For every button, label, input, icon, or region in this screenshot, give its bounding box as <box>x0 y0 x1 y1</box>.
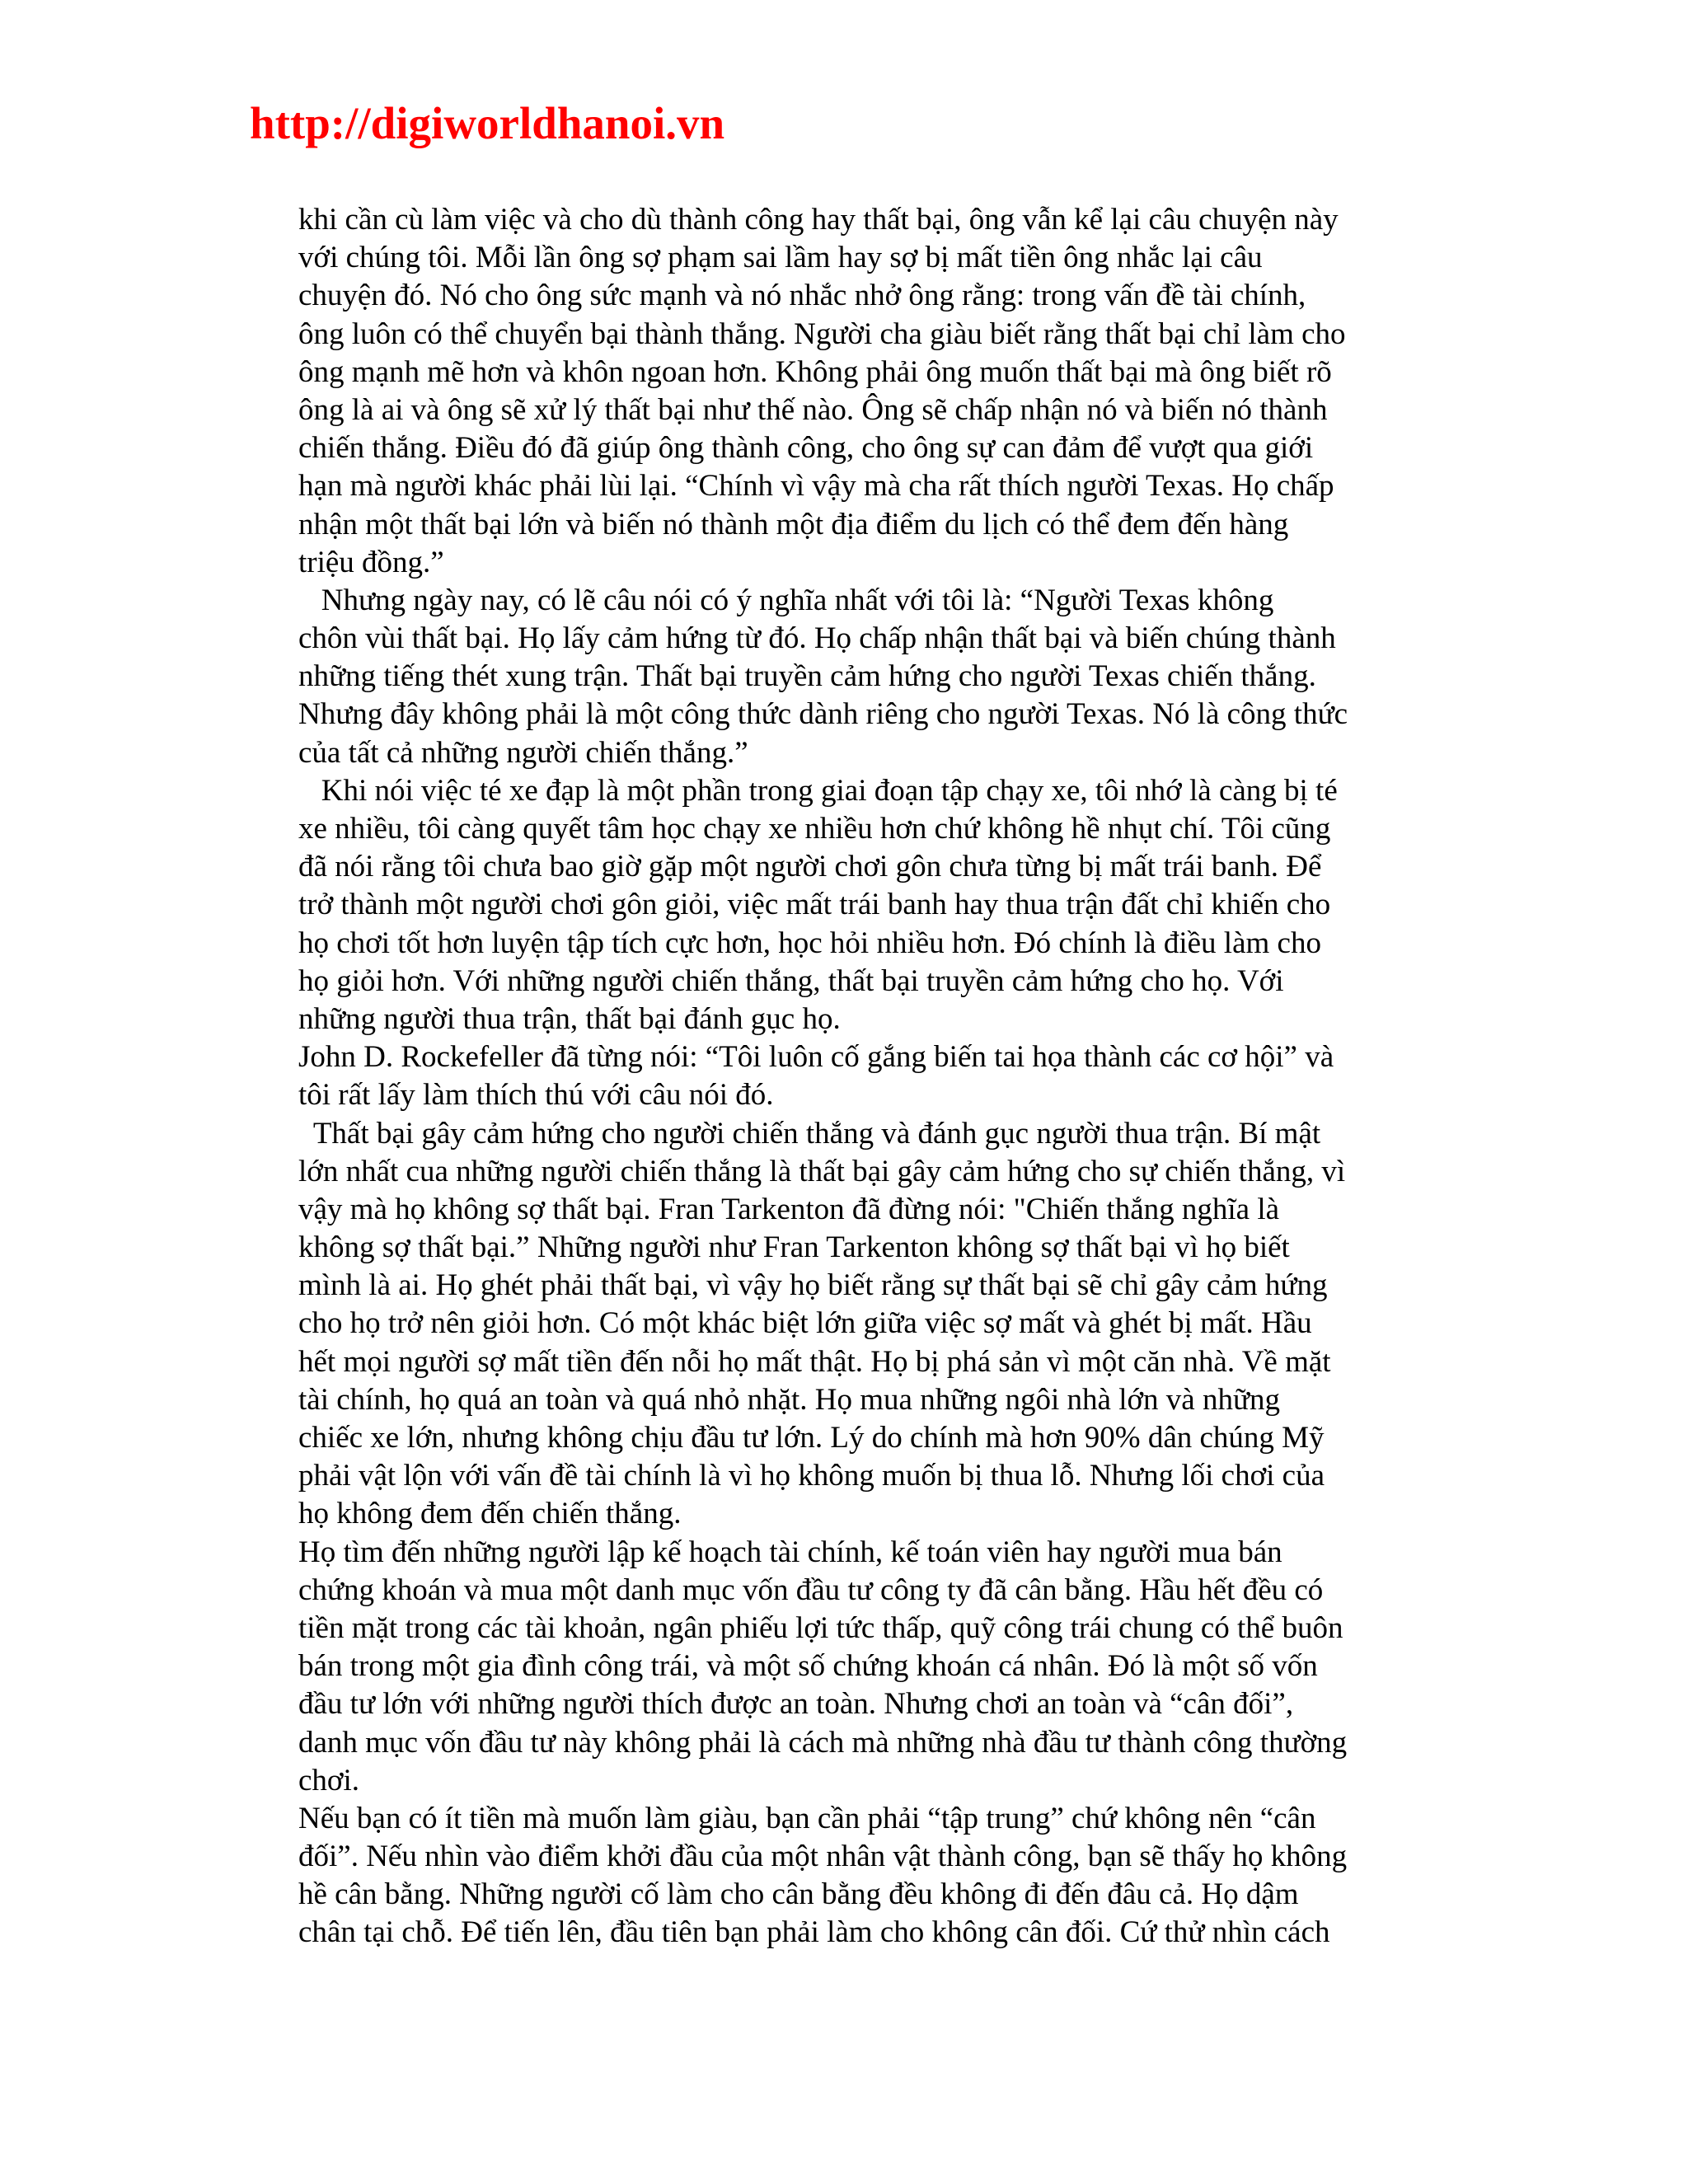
text-line: John D. Rockefeller đã từng nói: “Tôi luôn cố gắng biến tai họa thành các cơ hội” và <box>298 1040 1334 1075</box>
text-line: hề cân bằng. Những người cố làm cho cân bằng đều không đi đến đâu cả. Họ dậm <box>298 1877 1299 1912</box>
text-line: ông mạnh mẽ hơn và khôn ngoan hơn. Không phải ông muốn thất bại mà ông biết rõ <box>298 354 1332 389</box>
text-line: hạn mà người khác phải lùi lại. “Chính vì vậy mà cha rất thích người Texas. Họ chấp <box>298 469 1334 504</box>
text-line: chôn vùi thất bại. Họ lấy cảm hứng từ đó. Họ chấp nhận thất bại và biến chúng thành <box>298 621 1336 656</box>
text-line: phải vật lộn với vấn đề tài chính là vì họ không muốn bị thua lỗ. Nhưng lối chơi của <box>298 1459 1325 1493</box>
text-line: Nhưng ngày nay, có lẽ câu nói có ý nghĩa nhất với tôi là: “Người Texas không <box>298 583 1274 617</box>
text-line: chiến thắng. Điều đó đã giúp ông thành công, cho ông sự can đảm để vượt qua giới <box>298 431 1314 466</box>
text-line: chuyện đó. Nó cho ông sức mạnh và nó nhắc nhở ông rằng: trong vấn đề tài chính, <box>298 279 1306 313</box>
text-line: họ không đem đến chiến thắng. <box>298 1497 682 1531</box>
text-line: Thất bại gây cảm hứng cho người chiến thắng và đánh gục người thua trận. Bí mật <box>298 1116 1321 1151</box>
text-line: Khi nói việc té xe đạp là một phần trong giai đoạn tập chạy xe, tôi nhớ là càng bị té <box>298 773 1338 808</box>
text-line: trở thành một người chơi gôn giỏi, việc mất trái banh hay thua trận đất chỉ khiến cho <box>298 888 1331 922</box>
text-line: những tiếng thét xung trận. Thất bại truyền cảm hứng cho người Texas chiến thắng. <box>298 659 1316 694</box>
text-line: vậy mà họ không sợ thất bại. Fran Tarkenton đã đừng nói: "Chiến thắng nghĩa là <box>298 1192 1280 1226</box>
text-line: không sợ thất bại.” Những người như Fran Tarkenton không sợ thất bại vì họ biết <box>298 1230 1290 1265</box>
text-line: đã nói rằng tôi chưa bao giờ gặp một người chơi gôn chưa từng bị mất trái banh. Để <box>298 850 1322 884</box>
text-line: nhận một thất bại lớn và biến nó thành một địa điểm du lịch có thể đem đến hàng <box>298 507 1289 541</box>
text-line: đầu tư lớn với những người thích được an toàn. Nhưng chơi an toàn và “cân đối”, <box>298 1687 1294 1722</box>
text-line: bán trong một gia đình công trái, và một số chứng khoán cá nhân. Đó là một số vốn <box>298 1649 1318 1684</box>
text-line: Nếu bạn có ít tiền mà muốn làm giàu, bạn cần phải “tập trung” chứ không nên “cân <box>298 1801 1316 1835</box>
body-text <box>298 201 1452 1952</box>
text-line: Nhưng đây không phải là một công thức dành riêng cho người Texas. Nó là công thức <box>298 697 1348 732</box>
text-line: họ chơi tốt hơn luyện tập tích cực hơn, học hỏi nhiều hơn. Đó chính là điều làm cho <box>298 926 1321 960</box>
text-line: cho họ trở nên giỏi hơn. Có một khác biệt lớn giữa việc sợ mất và ghét bị mất. Hầu <box>298 1306 1312 1341</box>
text-line: khi cần cù làm việc và cho dù thành công hay thất bại, ông vẫn kể lại câu chuyện này <box>298 203 1339 237</box>
text-line: chứng khoán và mua một danh mục vốn đầu tư công ty đã cân bằng. Hầu hết đều có <box>298 1572 1324 1607</box>
text-line: Họ tìm đến những người lập kế hoạch tài chính, kế toán viên hay người mua bán <box>298 1535 1282 1569</box>
text-line: danh mục vốn đầu tư này không phải là cách mà những nhà đầu tư thành công thường <box>298 1725 1348 1760</box>
text-line: tôi rất lấy làm thích thú với câu nói đó. <box>298 1078 774 1113</box>
text-line: tài chính, họ quá an toàn và quá nhỏ nhặt. Họ mua những ngôi nhà lớn và những <box>298 1382 1281 1417</box>
site-url-header[interactable]: http://digiworldhanoi.vn <box>250 98 725 148</box>
text-line: triệu đồng.” <box>298 545 444 579</box>
text-line: những người thua trận, thất bại đánh gục họ. <box>298 1001 841 1036</box>
text-line: với chúng tôi. Mỗi lần ông sợ phạm sai lầm hay sợ bị mất tiền ông nhắc lại câu <box>298 241 1263 275</box>
text-line: ông luôn có thể chuyển bại thành thắng. Người cha giàu biết rằng thất bại chỉ làm cho <box>298 316 1346 351</box>
text-line: hết mọi người sợ mất tiền đến nỗi họ mất thật. Họ bị phá sản vì một căn nhà. Về mặt <box>298 1344 1331 1379</box>
text-line: chiếc xe lớn, nhưng không chịu đầu tư lớn. Lý do chính mà hơn 90% dân chúng Mỹ <box>298 1421 1325 1455</box>
text-line: xe nhiều, tôi càng quyết tâm học chạy xe nhiều hơn chứ không hề nhụt chí. Tôi cũng <box>298 812 1331 846</box>
text-line: lớn nhất cua những người chiến thắng là thất bại gây cảm hứng cho sự chiến thắng, vì <box>298 1154 1346 1188</box>
text-line: mình là ai. Họ ghét phải thất bại, vì vậy họ biết rằng sự thất bại sẽ chỉ gây cảm hứng <box>298 1268 1328 1303</box>
text-line: tiền mặt trong các tài khoản, ngân phiếu lợi tức thấp, quỹ công trái chung có thể buôn <box>298 1610 1343 1645</box>
text-line: họ giỏi hơn. Với những người chiến thắng, thất bại truyền cảm hứng cho họ. Với <box>298 963 1284 998</box>
text-line: ông là ai và ông sẽ xử lý thất bại như thế nào. Ông sẽ chấp nhận nó và biến nó thành <box>298 392 1328 427</box>
text-line: của tất cả những người chiến thắng.” <box>298 735 748 770</box>
text-line: chân tại chỗ. Để tiến lên, đầu tiên bạn phải làm cho không cân đối. Cứ thử nhìn cách <box>298 1915 1330 1950</box>
text-line: chơi. <box>298 1763 360 1797</box>
text-line: đối”. Nếu nhìn vào điểm khởi đầu của một nhân vật thành công, bạn sẽ thấy họ không <box>298 1840 1348 1874</box>
